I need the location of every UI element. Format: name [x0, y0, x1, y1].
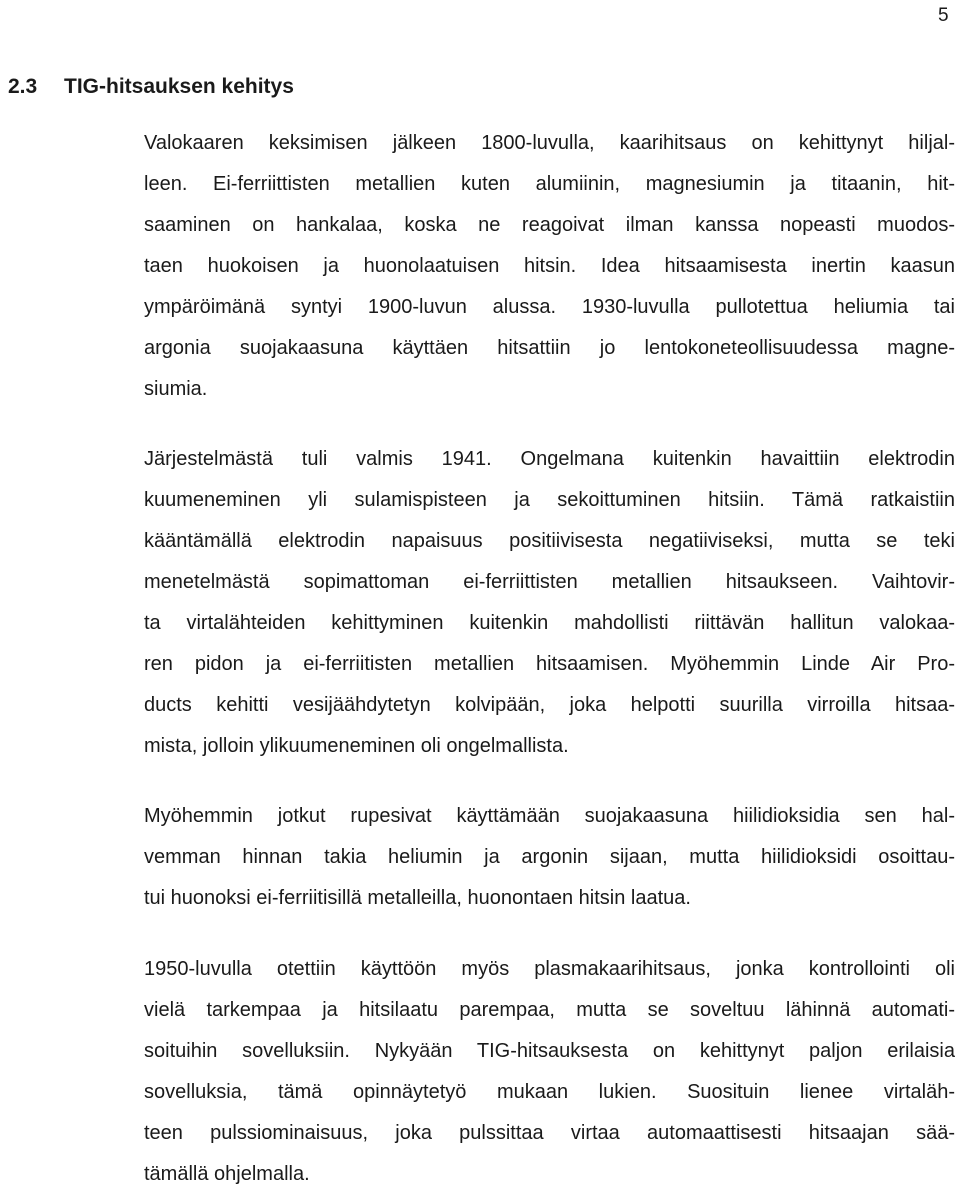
paragraph-line: kuumeneminen yli sulamispisteen ja sekoittuminen hitsiin. Tämä ratkaistiin [144, 489, 955, 511]
paragraph-line: menetelmästä sopimattoman ei-ferriittisten metallien hitsaukseen. Vaihtovir- [144, 571, 955, 593]
paragraph-line: taen huokoisen ja huonolaatuisen hitsin. Idea hitsaamisesta inertin kaasun [144, 255, 955, 277]
page-number: 5 [938, 5, 949, 26]
paragraph-line: saaminen on hankalaa, koska ne reagoivat ilman kanssa nopeasti muodos- [144, 214, 955, 236]
section-number: 2.3 [8, 75, 38, 98]
paragraph-line: tämällä ohjelmalla. [144, 1163, 310, 1185]
paragraph-line: ta virtalähteiden kehittyminen kuitenkin mahdollisti riittävän hallitun valokaa- [144, 612, 955, 634]
paragraph-line: sovelluksia, tämä opinnäytetyö mukaan lukien. Suosituin lienee virtaläh- [144, 1081, 955, 1103]
paragraph-line: Myöhemmin jotkut rupesivat käyttämään suojakaasuna hiilidioksidia sen hal- [144, 805, 955, 827]
paragraph-line: ren pidon ja ei-ferriitisten metallien hitsaamisen. Myöhemmin Linde Air Pro- [144, 653, 955, 675]
paragraph-line: 1950-luvulla otettiin käyttöön myös plasmakaarihitsaus, jonka kontrollointi oli [144, 958, 955, 980]
paragraph-line: teen pulssiominaisuus, joka pulssittaa virtaa automaattisesti hitsaajan sää- [144, 1122, 955, 1144]
paragraph-line: tui huonoksi ei-ferriitisillä metalleilla, huonontaen hitsin laatua. [144, 887, 691, 909]
paragraph-2 [144, 439, 955, 767]
paragraph-line: ducts kehitti vesijäähdytetyn kolvipään, joka helpotti suurilla virroilla hitsaa- [144, 694, 955, 716]
paragraph-line: soituihin sovelluksiin. Nykyään TIG-hitsauksesta on kehittynyt paljon erilaisia [144, 1040, 955, 1062]
paragraph-3 [144, 796, 955, 919]
section-heading [8, 72, 294, 102]
paragraph-line: leen. Ei-ferriittisten metallien kuten alumiinin, magnesiumin ja titaanin, hit- [144, 173, 955, 195]
paragraph-line: Järjestelmästä tuli valmis 1941. Ongelmana kuitenkin havaittiin elektrodin [144, 448, 955, 470]
paragraph-line: vielä tarkempaa ja hitsilaatu parempaa, mutta se soveltuu lähinnä automati- [144, 999, 955, 1021]
paragraph-line: vemman hinnan takia heliumin ja argonin sijaan, mutta hiilidioksidi osoittau- [144, 846, 955, 868]
paragraph-line: mista, jolloin ylikuumeneminen oli ongelmallista. [144, 735, 569, 757]
paragraph-line: kääntämällä elektrodin napaisuus positiivisesta negatiiviseksi, mutta se teki [144, 530, 955, 552]
paragraph-line: siumia. [144, 378, 208, 400]
section-title: TIG-hitsauksen kehitys [64, 75, 294, 98]
paragraph-line: argonia suojakaasuna käyttäen hitsattiin jo lentokoneteollisuudessa magne- [144, 337, 955, 359]
paragraph-line: Valokaaren keksimisen jälkeen 1800-luvulla, kaarihitsaus on kehittynyt hiljal- [144, 132, 955, 154]
paragraph-1 [144, 123, 955, 410]
paragraph-line: ympäröimänä syntyi 1900-luvun alussa. 1930-luvulla pullotettua heliumia tai [144, 296, 955, 318]
paragraph-4 [144, 949, 955, 1195]
